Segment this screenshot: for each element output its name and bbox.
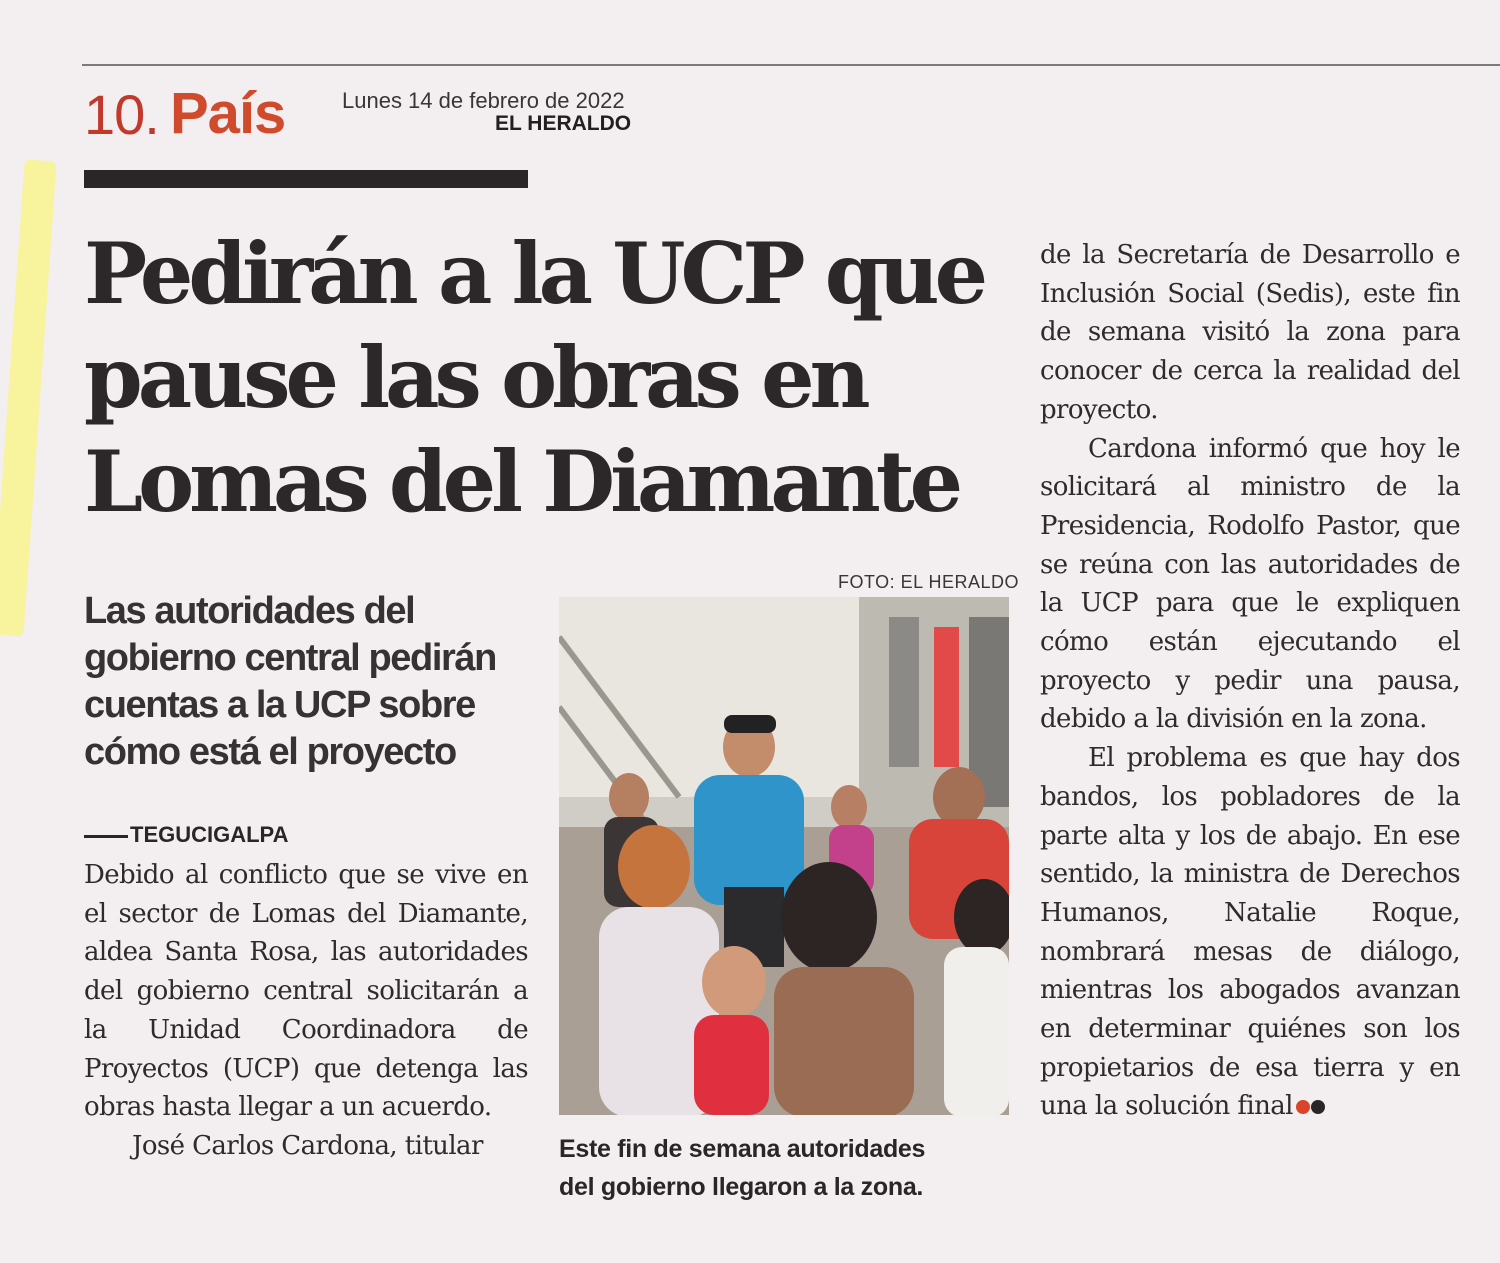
- subhead-line: cuentas a la UCP sobre: [84, 684, 475, 726]
- body-column-right: [1040, 236, 1460, 1126]
- body-paragraph: Cardona informó que hoy le solicitará al ministro de la Presidencia, Rodolfo Pastor, que se reúna con las autoridades de la UCP para que le expliquen cómo están ejecutando el proyecto y pedir una pausa, debido a la división en la zona.: [1040, 433, 1460, 735]
- dateline: [84, 822, 288, 848]
- subhead-line: gobierno central pedirán: [84, 637, 496, 679]
- headline-line: pause las obras en: [84, 328, 866, 427]
- end-mark-icon: [1311, 1100, 1325, 1114]
- dateline-dash: [84, 835, 128, 838]
- headline: [84, 222, 1024, 534]
- subheadline: [84, 588, 524, 776]
- article-photo: [559, 597, 1009, 1115]
- photo-credit: FOTO: EL HERALDO: [838, 572, 1020, 592]
- highlighter-mark: [0, 159, 57, 636]
- caption-line: Este fin de semana autoridades: [559, 1135, 926, 1163]
- issue-date: Lunes 14 de febrero de 2022: [342, 88, 625, 113]
- subhead-line: Las autoridades del: [84, 590, 415, 632]
- headline-line: Pedirán a la UCP que: [84, 224, 984, 323]
- photo-caption: [559, 1130, 1014, 1206]
- body-paragraph: Debido al conflicto que se vive en el sector de Lomas del Diamante, aldea Santa Rosa, las autoridades del gobierno central solicitarán a la Unidad Coordinadora de Proyectos (UCP) que detenga las obras hasta llegar a un acuerdo.: [84, 860, 528, 1123]
- section-name: País: [170, 81, 286, 146]
- headline-bar: [84, 170, 528, 188]
- end-mark-icon: [1296, 1100, 1310, 1114]
- body-paragraph: José Carlos Cardona, titular: [132, 1130, 483, 1161]
- dateline-text: TEGUCIGALPA: [130, 822, 289, 847]
- photo-illustration: [559, 597, 1009, 1115]
- newspaper-name: EL HERALDO: [495, 112, 632, 135]
- body-paragraph-last: [1040, 739, 1460, 1126]
- page-number: 10.: [84, 83, 159, 146]
- body-paragraph: El problema es que hay dos bandos, los pobladores de la parte alta y los de abajo. En ese sentido, la ministra de Derechos Humanos, Natalie Roque, nombrará mesas de diálogo, mientras los abogados avanzan en determinar quiénes son los propietarios de esa tierra y en una la solución final: [1040, 743, 1460, 1122]
- top-rule: [82, 64, 1500, 66]
- caption-line: del gobierno llegaron a la zona.: [559, 1173, 924, 1201]
- headline-line: Lomas del Diamante: [84, 432, 959, 531]
- body-column-left: [84, 856, 528, 1166]
- body-paragraph: de la Secretaría de Desarrollo e Inclusión Social (Sedis), este fin de semana visitó la zona para conocer de cerca la realidad del proyecto.: [1040, 240, 1460, 425]
- subhead-line: cómo está el proyecto: [84, 731, 456, 773]
